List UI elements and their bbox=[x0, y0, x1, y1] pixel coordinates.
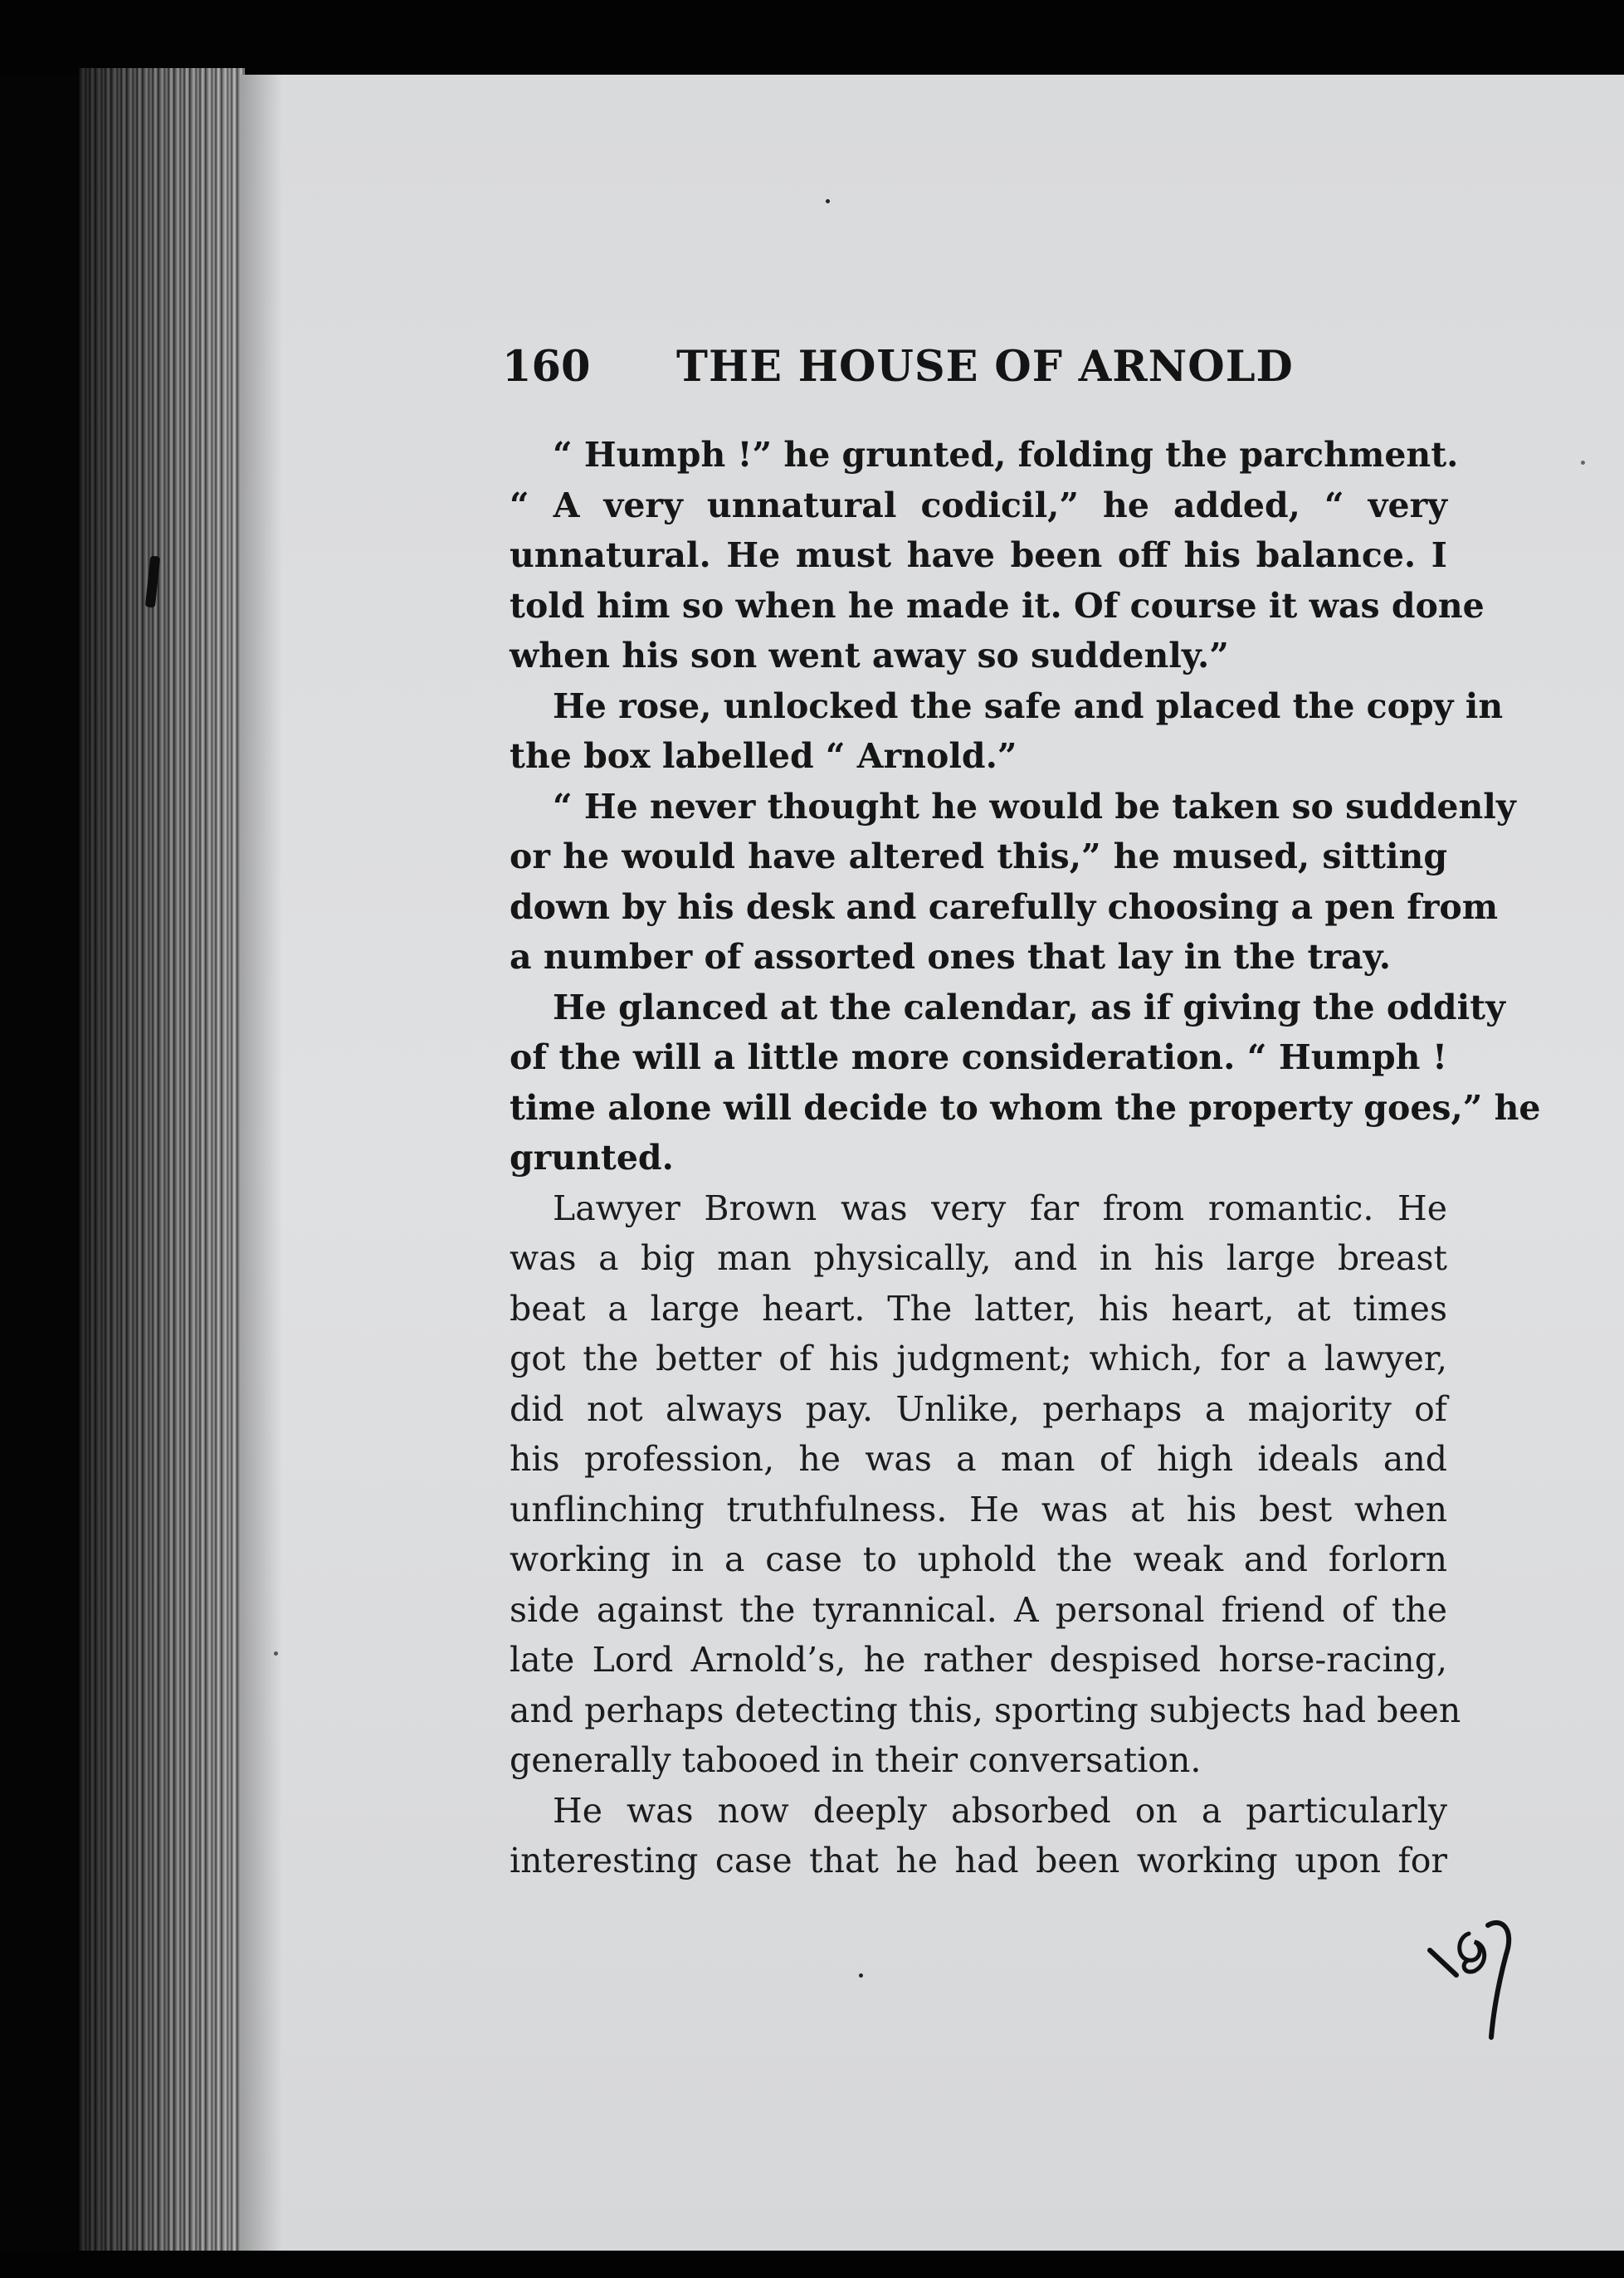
text-line: unnatural. He must have been off his balance. I bbox=[510, 535, 1447, 575]
text-line: side against the tyrannical. A personal friend of the bbox=[510, 1589, 1447, 1630]
text-line: “ He never thought he would be taken so suddenly bbox=[553, 786, 1516, 827]
running-title: THE HOUSE OF ARNOLD bbox=[676, 342, 1294, 392]
text-line: when his son went away so suddenly.” bbox=[510, 636, 1229, 676]
text-line: of the will a little more consideration. “ Humph ! bbox=[510, 1037, 1447, 1077]
text-line: He glanced at the calendar, as if giving the oddity bbox=[553, 987, 1505, 1027]
text-line: his profession, he was a man of high ideals and bbox=[510, 1439, 1447, 1479]
handwritten-folio-number bbox=[1423, 1892, 1523, 2058]
text-line: generally tabooed in their conversation. bbox=[510, 1740, 1202, 1780]
text-line: a number of assorted ones that lay in the tray. bbox=[510, 937, 1391, 977]
scan-bottom-border bbox=[0, 2251, 1624, 2278]
text-line: “ Humph !” he grunted, folding the parchment. bbox=[553, 435, 1459, 475]
text-line: late Lord Arnold’s, he rather despised horse-racing, bbox=[510, 1640, 1447, 1680]
text-line: did not always pay. Unlike, perhaps a majority of bbox=[510, 1388, 1447, 1429]
dust-speck bbox=[859, 1973, 863, 1978]
text-line: was a big man physically, and in his large breast bbox=[510, 1238, 1447, 1278]
text-line: and perhaps detecting this, sporting subjects had been bbox=[510, 1690, 1461, 1730]
running-header bbox=[502, 342, 1332, 400]
text-line: got the better of his judgment; which, for a lawyer, bbox=[510, 1339, 1447, 1378]
text-line: down by his desk and carefully choosing a pen from bbox=[510, 886, 1499, 927]
text-line: working in a case to uphold the weak and forlorn bbox=[510, 1539, 1447, 1579]
text-line: He rose, unlocked the safe and placed the copy in bbox=[553, 685, 1504, 726]
dust-speck bbox=[274, 1651, 278, 1656]
dust-speck bbox=[1581, 461, 1585, 465]
page-number: 160 bbox=[502, 342, 591, 392]
book-page-edges-shade bbox=[79, 68, 245, 2251]
text-line: Lawyer Brown was very far from romantic. He bbox=[553, 1188, 1447, 1228]
scan-top-border bbox=[0, 0, 1624, 75]
text-line: or he would have altered this,” he mused, sitting bbox=[510, 837, 1447, 876]
dust-speck bbox=[826, 199, 830, 203]
text-line: told him so when he made it. Of course it was done bbox=[510, 585, 1485, 626]
text-line: “ A very unnatural codicil,” he added, “ very bbox=[510, 485, 1447, 525]
text-line: time alone will decide to whom the property goes,” he bbox=[510, 1087, 1541, 1128]
text-line: He was now deeply absorbed on a particularly bbox=[553, 1790, 1447, 1831]
page-gutter-shadow bbox=[241, 75, 282, 2253]
text-line: the box labelled “ Arnold.” bbox=[510, 736, 1017, 776]
text-line: grunted. bbox=[510, 1138, 674, 1178]
text-line: beat a large heart. The latter, his heart, at times bbox=[510, 1288, 1447, 1329]
text-line: unflinching truthfulness. He was at his best when bbox=[510, 1489, 1447, 1529]
body-text bbox=[510, 430, 1541, 1886]
text-line: interesting case that he had been working upon for bbox=[510, 1841, 1447, 1880]
